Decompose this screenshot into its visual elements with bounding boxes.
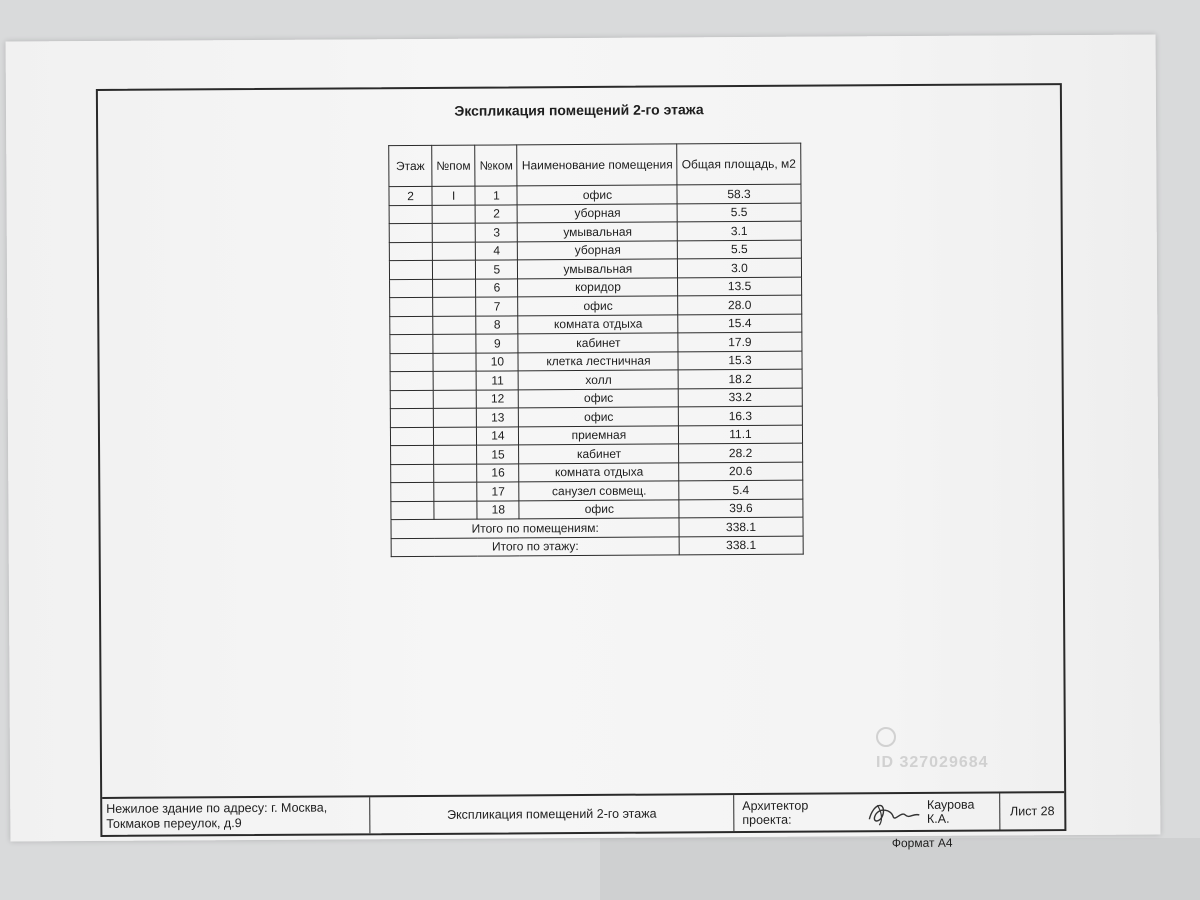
cell-floor <box>390 408 433 427</box>
cell-area: 11.1 <box>679 425 802 444</box>
table-row <box>390 314 802 335</box>
cell-pom <box>433 297 476 316</box>
cell-pom <box>433 390 476 409</box>
cell-pom <box>433 316 476 335</box>
cell-area: 15.3 <box>678 351 801 370</box>
table-row <box>390 332 802 353</box>
cell-floor <box>389 242 432 261</box>
cell-kom: 7 <box>476 297 518 316</box>
table-row <box>389 184 801 205</box>
cell-name: офис <box>518 296 678 315</box>
cell-pom <box>432 223 475 242</box>
table-row <box>391 480 803 501</box>
table-row <box>389 221 801 242</box>
cell-area: 17.9 <box>678 332 801 351</box>
cell-floor <box>390 371 433 390</box>
architect-label: Архитектор проекта: <box>742 798 809 828</box>
cell-area: 13.5 <box>678 277 801 296</box>
cell-kom: 16 <box>477 463 519 482</box>
cell-floor <box>390 279 433 298</box>
cell-floor <box>391 464 434 483</box>
cell-pom <box>432 205 475 224</box>
cell-floor <box>390 334 433 353</box>
cell-area: 28.2 <box>679 443 802 462</box>
stamp-address <box>102 797 370 835</box>
cell-kom: 13 <box>477 408 519 427</box>
address-line-2: Токмаков переулок, д.9 <box>106 816 242 831</box>
cell-area: 3.1 <box>678 221 801 240</box>
document-title: Экспликация помещений 2-го этажа <box>454 101 704 119</box>
cell-kom: 17 <box>477 482 519 501</box>
cell-area: 18.2 <box>678 369 801 388</box>
cell-floor <box>390 353 433 372</box>
cell-pom <box>433 427 476 446</box>
table-row <box>390 406 802 427</box>
cell-kom: 12 <box>476 389 518 408</box>
cell-name: офис <box>519 388 679 407</box>
cell-pom <box>434 501 477 520</box>
cell-area: 28.0 <box>678 295 801 314</box>
cell-floor <box>390 427 433 446</box>
explication-table <box>388 143 803 558</box>
cell-area: 3.0 <box>678 258 801 277</box>
total-floor-label: Итого по этажу: <box>391 536 679 556</box>
cell-name: уборная <box>518 203 678 222</box>
architect-name: Каурова К.А. <box>926 797 975 826</box>
drawing-frame <box>96 83 1067 851</box>
cell-kom: 2 <box>475 204 517 223</box>
cell-pom <box>433 279 476 298</box>
cell-name: комната отдыха <box>519 462 679 481</box>
cell-name: уборная <box>518 240 678 259</box>
cell-area: 58.3 <box>677 184 800 203</box>
paper-format: Формат А4 <box>891 835 953 851</box>
header-floor: Этаж <box>389 145 432 186</box>
cell-floor <box>390 390 433 409</box>
cell-pom <box>432 260 475 279</box>
cell-pom <box>433 353 476 372</box>
cell-kom: 1 <box>475 186 517 205</box>
cell-area: 5.5 <box>677 203 800 222</box>
cell-kom: 14 <box>477 426 519 445</box>
header-kom: №ком <box>475 145 517 186</box>
cell-kom: 3 <box>475 223 517 242</box>
cell-name: умывальная <box>518 222 678 241</box>
cell-floor: 2 <box>389 186 432 205</box>
cell-area: 20.6 <box>679 462 802 481</box>
table-row <box>390 388 802 409</box>
total-floor-row <box>391 536 803 557</box>
cell-pom: I <box>432 186 475 205</box>
cell-area: 5.4 <box>679 480 802 499</box>
cell-name: приемная <box>519 425 679 444</box>
table-row <box>391 499 803 520</box>
cell-kom: 9 <box>476 334 518 353</box>
cell-name: коридор <box>518 277 678 296</box>
cell-name: умывальная <box>518 259 678 278</box>
table-row <box>389 258 801 279</box>
cell-floor <box>391 501 434 520</box>
signature <box>863 797 923 827</box>
cell-floor <box>389 223 432 242</box>
table-row <box>390 295 802 316</box>
cell-pom <box>434 482 477 501</box>
cell-floor <box>390 316 433 335</box>
table-body <box>389 184 803 520</box>
cell-pom <box>433 371 476 390</box>
cell-pom <box>434 464 477 483</box>
total-rooms-row <box>391 517 803 538</box>
header-pom: №пом <box>432 145 476 186</box>
cell-pom <box>434 445 477 464</box>
cell-area: 16.3 <box>679 406 802 425</box>
cell-area: 5.5 <box>678 240 801 259</box>
header-name: Наименование помещения <box>517 144 677 186</box>
cell-name: офис <box>519 499 679 518</box>
header-area: Общая площадь, м2 <box>677 143 801 185</box>
cell-kom: 6 <box>476 278 518 297</box>
stamp-architect <box>734 793 1000 831</box>
address-line-1: Нежилое здание по адресу: г. Москва, <box>106 800 328 816</box>
cell-floor <box>391 482 434 501</box>
cell-floor <box>391 445 434 464</box>
watermark-id: ID 327029684 <box>876 754 989 771</box>
watermark <box>876 727 989 772</box>
cell-kom: 11 <box>476 371 518 390</box>
table-row <box>390 369 802 390</box>
cell-area: 33.2 <box>679 388 802 407</box>
cell-name: кабинет <box>519 444 679 463</box>
watermark-icon <box>876 727 896 747</box>
cell-name: офис <box>517 185 677 204</box>
cell-name: холл <box>519 370 679 389</box>
cell-name: клетка лестничная <box>518 351 678 370</box>
cell-pom <box>432 242 475 261</box>
cell-name: кабинет <box>518 333 678 352</box>
cell-area: 15.4 <box>678 314 801 333</box>
cell-name: офис <box>519 407 679 426</box>
cell-kom: 5 <box>476 260 518 279</box>
table-row <box>391 462 803 483</box>
cell-floor <box>390 297 433 316</box>
table-row <box>389 203 801 224</box>
paper-sheet <box>6 34 1161 851</box>
table-row <box>391 443 803 464</box>
cell-kom: 15 <box>477 445 519 464</box>
cell-kom: 10 <box>476 352 518 371</box>
table-header-row <box>389 143 801 187</box>
cell-area: 39.6 <box>679 499 802 518</box>
table-row <box>389 240 801 261</box>
cell-name: санузел совмещ. <box>519 481 679 500</box>
table-row <box>390 277 802 298</box>
total-rooms-value: 338.1 <box>679 517 802 536</box>
stamp-sheet-number: Лист 28 <box>1009 804 1055 819</box>
cell-kom: 8 <box>476 315 518 334</box>
cell-kom: 18 <box>477 500 519 519</box>
table-row <box>390 351 802 372</box>
cell-kom: 4 <box>476 241 518 260</box>
cell-floor <box>389 205 432 224</box>
cell-pom <box>433 408 476 427</box>
total-floor-value: 338.1 <box>679 536 802 555</box>
title-block <box>102 791 1064 835</box>
total-rooms-label: Итого по помещениям: <box>391 518 679 538</box>
cell-name: комната отдыха <box>518 314 678 333</box>
cell-floor <box>389 260 432 279</box>
stamp-sheet-title: Экспликация помещений 2-го этажа <box>370 795 734 833</box>
cell-pom <box>433 334 476 353</box>
table-row <box>390 425 802 446</box>
